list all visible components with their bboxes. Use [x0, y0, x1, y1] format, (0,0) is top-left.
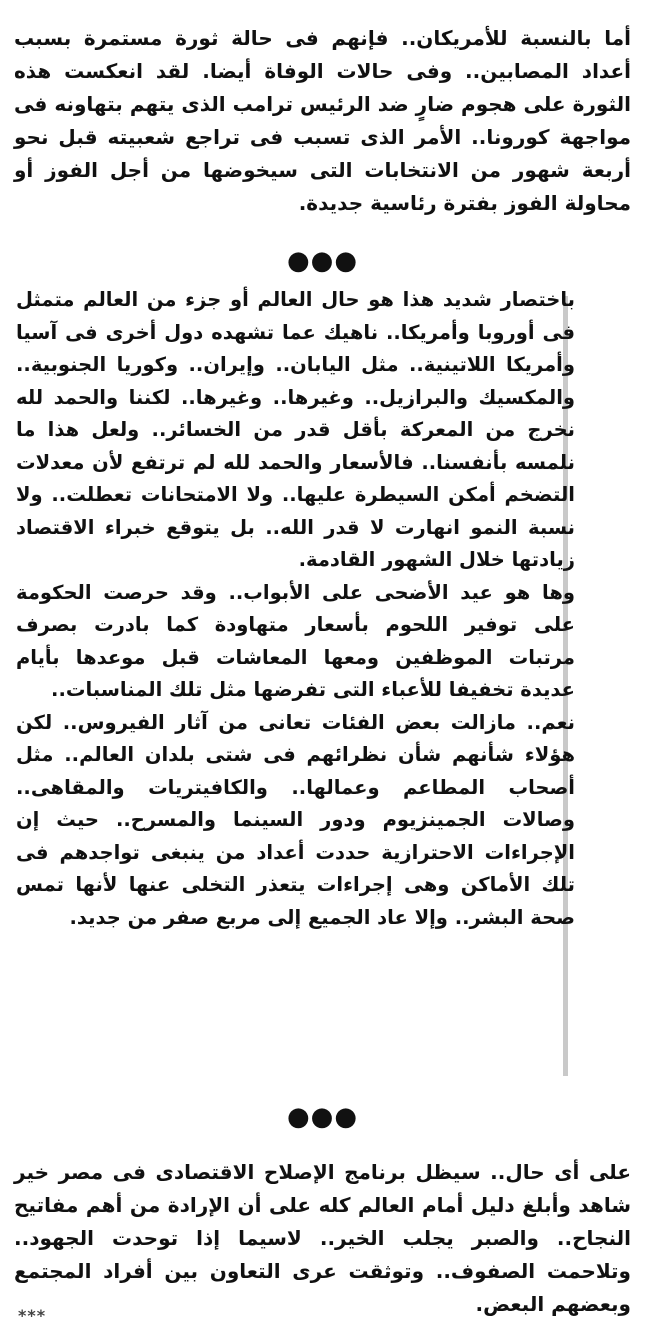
closing-paragraph: على أى حال.. سيظل برنامج الإصلاح الاقتصادى فى مصر خير شاهد وأبلغ دليل أمام العالم كله على أن الإرادة من أهم مفاتيح النجاح.. والصبر يجلب الخير.. لاسيما إذا توحدت الجهود.. وتلاحمت الصفوف.. وتوثقت عرى التعاون بين أفراد المجتمع وبعضهم البعض. [14, 1160, 631, 1316]
section-separator-dots: ●●● [286, 246, 359, 276]
end-mark: *** [18, 1306, 47, 1325]
boxed-paragraph-3: نعم.. مازالت بعض الفئات تعانى من آثار الفيروس.. لكن هؤلاء شأنهم شأن نظرائهم فى شتى بلدان العالم.. مثل أصحاب المطاعم وعمالها.. والكافيتريات والمقاهى.. وصالات الجمينزيوم ودور السينما والمسرح.. حيث إن الإجراءات الاحترازية حددت أعداد من ينبغى تواجدهم فى تلك الأماكن وهى إجراءات يتعذر التخلى عنها لأنها تمس صحة البشر.. وإلا عاد الجميع إلى مربع صفر من جديد. [16, 710, 575, 929]
boxed-paragraph-1: باختصار شديد هذا هو حال العالم أو جزء من العالم متمثل فى أوروبا وأمريكا.. ناهيك عما تشهده دول أخرى فى آسيا وأمريكا اللاتينية.. مثل اليابان.. وإيران.. وكوريا الجنوبية.. والمكسيك والبرازيل.. وغيرها.. وغيرها.. لكننا والحمد لله نخرج من المعركة بأقل قدر من الخسائر.. ولعل هذا ما نلمسه بأنفسنا.. فالأسعار والحمد لله لم ترتفع لأن معدلات التضخم أمكن السيطرة عليها.. ولا الامتحانات تعطلت.. ولا نسبة النمو انهارت لا قدر الله.. بل يتوقع خبراء الاقتصاد زيادتها خلال الشهور القادمة. [16, 288, 575, 571]
boxed-section [16, 284, 575, 934]
boxed-paragraph-2: وها هو عيد الأضحى على الأبواب.. وقد حرصت الحكومة على توفير اللحوم بأسعار متهاودة كما بادرت بصرف مرتبات الموظفين ومعها المعاشات قبل موعدها بأيام عديدة تخفيفا للأعباء التى تفرضها مثل تلك المناسبات.. [16, 580, 575, 701]
intro-paragraph: أما بالنسبة للأمريكان.. فإنهم فى حالة ثورة مستمرة بسبب أعداد المصابين.. وفى حالات الوفاة أيضا. لقد انعكست هذه الثورة على هجوم ضارٍ ضد الرئيس ترامب الذى يتهم بتهاونه فى مواجهة كورونا.. الأمر الذى تسبب فى تراجع شعبيته قبل نحو أربعة شهور من الانتخابات التى سيخوضها من أجل الفوز أو محاولة الفوز بفترة رئاسية جديدة. [14, 26, 631, 215]
section-separator-dots: ●●● [286, 1102, 359, 1132]
